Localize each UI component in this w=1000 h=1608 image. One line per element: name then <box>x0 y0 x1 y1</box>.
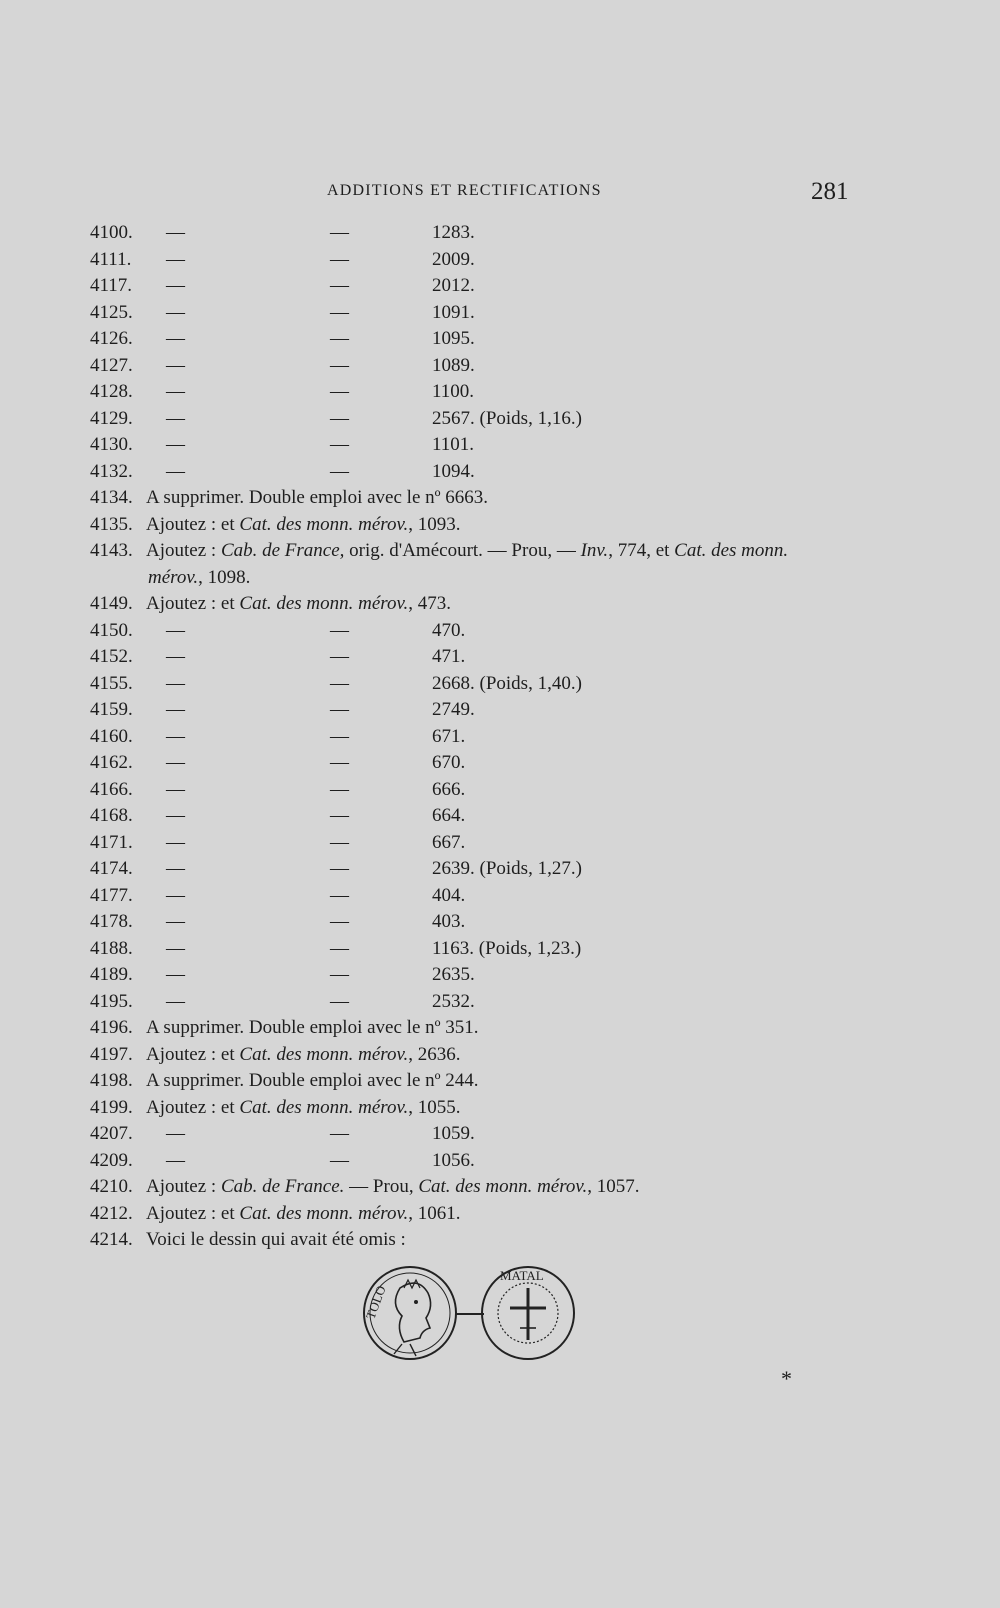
ditto-dash: — <box>330 301 349 323</box>
entry-row <box>90 485 970 512</box>
entry-row <box>90 803 970 830</box>
ditto-dash: — <box>330 275 349 296</box>
entry-reference: 667. <box>432 831 466 853</box>
entry-text-part: Ajoutez : et <box>146 1096 240 1118</box>
entry-text: A supprimer. Double emploi avec le nº 244. <box>146 1070 479 1091</box>
ditto-dash: — <box>330 1123 349 1144</box>
ditto-dash: — <box>330 884 349 906</box>
entry-reference: 1163. (Poids, 1,23.) <box>432 937 582 959</box>
entry-row <box>90 432 970 459</box>
entry-text-line1 <box>146 538 788 565</box>
entry-reference: 1091. <box>432 301 475 323</box>
entry-number: 4214. <box>90 1229 133 1250</box>
entry-text <box>146 1174 639 1201</box>
entry-reference: 2009. <box>432 248 475 270</box>
entry-number: 4188. <box>90 937 133 959</box>
entry-text-part: , 1057. <box>587 1176 640 1197</box>
ditto-dash: — <box>166 354 185 376</box>
entry-text-italic: Cat. des monn. mérov. <box>418 1176 588 1197</box>
ditto-dash: — <box>166 1149 185 1171</box>
ditto-dash: — <box>166 381 185 402</box>
entry-row <box>90 1095 970 1122</box>
coin-reverse <box>482 1267 574 1359</box>
entry-row <box>90 962 970 989</box>
ditto-dash: — <box>166 831 185 853</box>
entry-reference: 1059. <box>432 1123 475 1144</box>
entry-number: 4149. <box>90 593 133 614</box>
entry-number: 4212. <box>90 1202 133 1224</box>
entry-text-part: , 1098. <box>198 566 251 588</box>
entry-text: A supprimer. Double emploi avec le nº 351. <box>146 1017 479 1038</box>
entry-number: 4160. <box>90 725 133 747</box>
entry-row <box>90 936 970 963</box>
ditto-dash: — <box>330 990 349 1012</box>
ditto-dash: — <box>166 646 185 667</box>
ditto-dash: — <box>166 964 185 985</box>
entry-text-part: Ajoutez : et <box>146 593 240 614</box>
entry-reference: 1100. <box>432 381 475 402</box>
ditto-dash: — <box>166 884 185 906</box>
ditto-dash: — <box>166 752 185 773</box>
entry-row <box>90 538 970 591</box>
entry-reference: 2532. <box>432 990 475 1012</box>
entry-text-part: , 2636. <box>408 1043 461 1065</box>
reverse-legend: MATAL <box>500 1268 544 1283</box>
entry-row <box>90 989 970 1016</box>
coin-obverse <box>363 1267 456 1359</box>
entry-number: 4210. <box>90 1176 133 1197</box>
entry-number: 4171. <box>90 831 133 853</box>
page-header <box>0 178 1000 212</box>
entry-row <box>90 750 970 777</box>
entry-number: 4111. <box>90 248 132 270</box>
entry-reference: 670. <box>432 752 466 773</box>
entry-reference: 664. <box>432 805 466 826</box>
ditto-dash: — <box>330 646 349 667</box>
entry-number: 4143. <box>90 540 133 561</box>
entry-number: 4177. <box>90 884 133 906</box>
entry-number: 4132. <box>90 460 133 482</box>
ditto-dash: — <box>166 275 185 296</box>
ditto-dash: — <box>166 725 185 747</box>
entry-reference: 1101. <box>432 434 475 455</box>
entry-row <box>90 1042 970 1069</box>
entry-row <box>90 353 970 380</box>
entry-number: 4162. <box>90 752 133 773</box>
ditto-dash: — <box>166 778 185 800</box>
entry-row <box>90 671 970 698</box>
entry-number: 4126. <box>90 328 133 349</box>
signature-mark: * <box>781 1366 792 1391</box>
entry-number: 4196. <box>90 1017 133 1038</box>
entry-text-italic: Cat. des monn. mérov. <box>239 593 409 614</box>
entry-number: 4199. <box>90 1096 133 1118</box>
entry-reference: 403. <box>432 911 466 932</box>
entry-text: A supprimer. Double emploi avec le nº 6663. <box>146 487 489 508</box>
entry-reference: 2012. <box>432 275 475 296</box>
entry-number: 4150. <box>90 619 133 641</box>
ditto-dash: — <box>330 248 349 270</box>
entry-row <box>90 644 970 671</box>
entry-text-italic: Cat. des monn. mérov. <box>239 1096 409 1118</box>
obverse-legend: TOLO <box>362 1283 389 1322</box>
ditto-dash: — <box>330 460 349 482</box>
entry-number: 4189. <box>90 964 133 985</box>
ditto-dash: — <box>166 805 185 826</box>
entry-text-italic: Cat. des monn. mérov. <box>239 1043 409 1065</box>
entry-number: 4168. <box>90 805 133 826</box>
entry-number: 4125. <box>90 301 133 323</box>
entry-text: Voici le dessin qui avait été omis : <box>146 1229 406 1250</box>
entry-number: 4209. <box>90 1149 133 1171</box>
entry-number: 4155. <box>90 672 133 694</box>
ditto-dash: — <box>330 434 349 455</box>
ditto-dash: — <box>166 619 185 641</box>
entry-text <box>146 1095 461 1122</box>
entry-number: 4174. <box>90 858 133 879</box>
entry-row <box>90 883 970 910</box>
entry-reference: 470. <box>432 619 466 641</box>
entry-number: 4129. <box>90 407 133 429</box>
entry-reference: 471. <box>432 646 466 667</box>
entry-row <box>90 379 970 406</box>
entry-number: 4128. <box>90 381 133 402</box>
entry-row <box>90 1015 970 1042</box>
entry-number: 4152. <box>90 646 133 667</box>
ditto-dash: — <box>330 222 349 243</box>
entry-number: 4135. <box>90 513 133 535</box>
ditto-dash: — <box>330 831 349 853</box>
ditto-dash: — <box>330 911 349 932</box>
entry-number: 4159. <box>90 699 133 720</box>
entry-row <box>90 591 970 618</box>
entry-number: 4195. <box>90 990 133 1012</box>
entry-row <box>90 326 970 353</box>
entry-text-part: — Prou, <box>344 1176 419 1197</box>
entry-row <box>90 856 970 883</box>
entry-number: 4197. <box>90 1043 133 1065</box>
entry-reference: 2635. <box>432 964 475 985</box>
entry-row <box>90 300 970 327</box>
ditto-dash: — <box>330 672 349 694</box>
entry-text-part: Ajoutez : et <box>146 1043 240 1065</box>
entry-text-italic: Cat. des monn. <box>674 540 789 561</box>
entry-reference: 2749. <box>432 699 475 720</box>
entry-number: 4117. <box>90 275 133 296</box>
entry-text-italic: Cat. des monn. mérov. <box>239 513 409 535</box>
ditto-dash: — <box>330 778 349 800</box>
entry-reference: 1056. <box>432 1149 475 1171</box>
entry-reference: 2668. (Poids, 1,40.) <box>432 672 582 694</box>
entry-text-italic: Cat. des monn. mérov. <box>239 1202 409 1224</box>
entry-number: 4178. <box>90 911 133 932</box>
entry-text-part: Ajoutez : <box>146 540 221 561</box>
entry-number: 4100. <box>90 222 133 243</box>
ditto-dash: — <box>330 725 349 747</box>
entry-row <box>90 909 970 936</box>
entry-number: 4207. <box>90 1123 133 1144</box>
entry-row <box>90 1148 970 1175</box>
ditto-dash: — <box>166 460 185 482</box>
entry-text-part: , 1055. <box>408 1096 461 1118</box>
ditto-dash: — <box>330 381 349 402</box>
entry-reference: 666. <box>432 778 466 800</box>
entry-text-part: Ajoutez : et <box>146 513 240 535</box>
entry-number: 4130. <box>90 434 133 455</box>
entry-row <box>90 697 970 724</box>
ditto-dash: — <box>166 699 185 720</box>
ditto-dash: — <box>330 328 349 349</box>
entry-reference: 1283. <box>432 222 475 243</box>
entry-number: 4198. <box>90 1070 133 1091</box>
ditto-dash: — <box>166 911 185 932</box>
entry-row <box>90 1068 970 1095</box>
coin-drawing <box>360 1258 580 1368</box>
entry-reference: 1095. <box>432 328 475 349</box>
entry-text <box>146 1042 461 1069</box>
running-title: ADDITIONS ET RECTIFICATIONS <box>327 182 602 199</box>
entry-number: 4127. <box>90 354 133 376</box>
ditto-dash: — <box>330 964 349 985</box>
entry-text-part: orig. d'Amécourt. — Prou, — <box>344 540 581 561</box>
entry-text-part: , 774, et <box>608 540 675 561</box>
entry-text-italic: Inv. <box>580 540 609 561</box>
ditto-dash: — <box>330 1149 349 1171</box>
entry-reference: 404. <box>432 884 466 906</box>
entry-row <box>90 618 970 645</box>
ditto-dash: — <box>330 752 349 773</box>
entry-text-part: , 1093. <box>408 513 461 535</box>
entry-row <box>90 247 970 274</box>
ditto-dash: — <box>330 858 349 879</box>
entry-number: 4134. <box>90 487 133 508</box>
entry-row <box>90 777 970 804</box>
page-number: 281 <box>811 178 849 205</box>
ditto-dash: — <box>166 248 185 270</box>
entry-text-part: Ajoutez : <box>146 1176 221 1197</box>
entry-reference: 671. <box>432 725 466 747</box>
entry-text <box>146 512 461 539</box>
ditto-dash: — <box>330 699 349 720</box>
ditto-dash: — <box>330 354 349 376</box>
entry-text <box>146 1201 461 1228</box>
ditto-dash: — <box>166 672 185 694</box>
ditto-dash: — <box>330 407 349 429</box>
entry-row <box>90 512 970 539</box>
entry-row <box>90 1227 970 1254</box>
entry-reference: 1089. <box>432 354 475 376</box>
ditto-dash: — <box>166 990 185 1012</box>
entry-row <box>90 830 970 857</box>
entry-row <box>90 724 970 751</box>
entry-text-part: Ajoutez : et <box>146 1202 240 1224</box>
entry-row <box>90 220 970 247</box>
ditto-dash: — <box>330 805 349 826</box>
entry-reference: 2639. (Poids, 1,27.) <box>432 858 582 879</box>
ditto-dash: — <box>166 858 185 879</box>
entry-text-italic: Cab. de France, <box>220 540 345 561</box>
ditto-dash: — <box>166 434 185 455</box>
ditto-dash: — <box>166 407 185 429</box>
entries-list <box>90 220 970 1254</box>
entry-row <box>90 273 970 300</box>
ditto-dash: — <box>166 301 185 323</box>
entry-text-line2 <box>148 565 250 592</box>
ditto-dash: — <box>166 937 185 959</box>
ditto-dash: — <box>166 222 185 243</box>
ditto-dash: — <box>166 328 185 349</box>
entry-row <box>90 1174 970 1201</box>
entry-number: 4166. <box>90 778 133 800</box>
entry-text-italic: mérov. <box>148 566 199 588</box>
entry-row <box>90 1121 970 1148</box>
entry-row <box>90 1201 970 1228</box>
ditto-dash: — <box>330 937 349 959</box>
entry-text-italic: Cab. de France. <box>220 1176 345 1197</box>
entry-reference: 1094. <box>432 460 475 482</box>
entry-reference: 2567. (Poids, 1,16.) <box>432 407 582 429</box>
entry-row <box>90 459 970 486</box>
entry-text-part: , 1061. <box>408 1202 461 1224</box>
entry-row <box>90 406 970 433</box>
ditto-dash: — <box>330 619 349 641</box>
entry-text <box>146 591 451 618</box>
ditto-dash: — <box>166 1123 185 1144</box>
entry-text-part: , 473. <box>408 593 452 614</box>
